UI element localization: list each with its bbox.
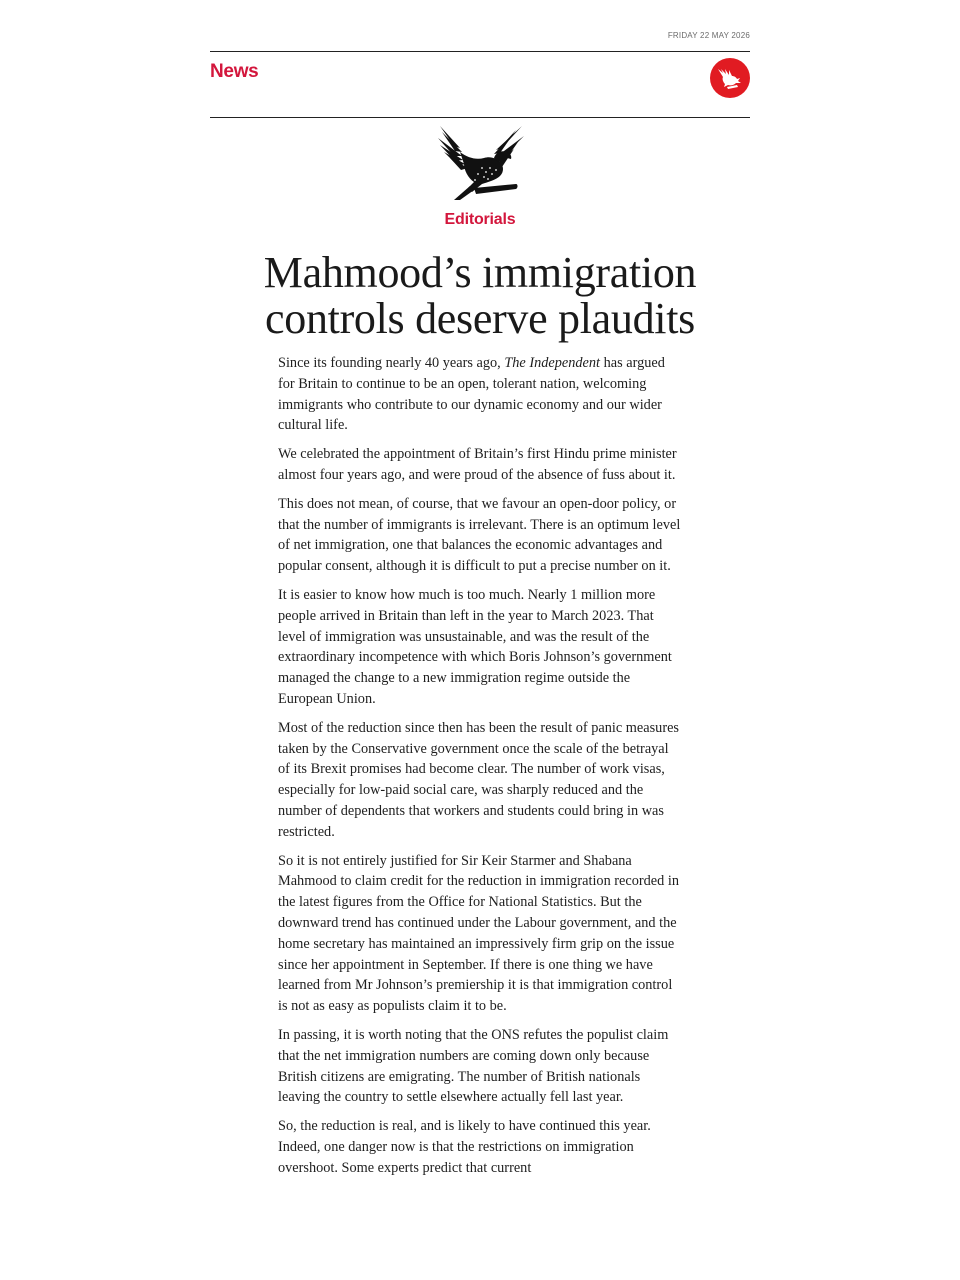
header-bottom-rule — [210, 117, 750, 118]
publication-name: The Independent — [504, 355, 601, 371]
header-top-rule — [210, 51, 750, 52]
headline-line-2: controls deserve plaudits — [265, 294, 695, 343]
paragraph-5: Most of the reduction since then has been the result of panic measures taken by the Conservative government once the scale of the betrayal of its Brexit promises had become clear. The number of work visas, especially for low-paid social care, was sharply reduced and the number of dependents that workers and students could bring in was restricted. — [278, 719, 679, 840]
section-label[interactable]: News — [210, 61, 259, 82]
eagle-logo-icon[interactable] — [710, 58, 750, 98]
headline-line-1: Mahmood’s immigration — [263, 248, 697, 297]
paragraph-4: It is easier to know how much is too much. Nearly 1 million more people arrived in Britain than left in the year to March 2023. That level of immigration was unsustainable, and was the result of the extraordinary incompetence with which Boris Johnson’s government managed the change to a new immigration regime outside the European Union. — [278, 586, 672, 707]
issue-date: FRIDAY 22 MAY 2026 — [667, 31, 750, 40]
article-body — [278, 353, 684, 1186]
paragraph-1-end: has argued for Britain to continue to be an open, tolerant nation, welcoming immigrants who contribute to our dynamic economy and our wider cultural life. — [278, 355, 665, 434]
eagle-logo-glyph — [715, 63, 745, 93]
paragraph-6: So it is not entirely justified for Sir Keir Starmer and Shabana Mahmood to claim credit for the reduction in immigration recorded in the latest figures from the Office for National Statistics. But the downward trend has continued under the Labour government, and the home secretary has maintained an impressively firm grip on the issue since her appointment in September. If there is one thing we have learned from Mr Johnson’s premiership it is that immigration control is not as easy as populists claim it to be. — [278, 852, 679, 1015]
eagle-icon — [430, 122, 530, 206]
article-headline — [200, 250, 760, 342]
paragraph-2: We celebrated the appointment of Britain’s first Hindu prime minister almost four years ago, and were proud of the absence of fuss about it. — [278, 446, 677, 483]
section-kicker[interactable]: Editorials — [444, 211, 516, 228]
paragraph-8: So, the reduction is real, and is likely to have continued this year. Indeed, one danger now is that the restrictions on immigration overshoot. Some experts predict that current — [278, 1118, 651, 1176]
paragraph-7: In passing, it is worth noting that the ONS refutes the populist claim that the net immigration numbers are coming down only because British citizens are emigrating. The number of British nationals leaving the country to settle elsewhere actually fell last year. — [278, 1026, 669, 1106]
paragraph-1 — [278, 353, 684, 436]
paragraph-3: This does not mean, of course, that we favour an open-door policy, or that the number of immigrants is irrelevant. There is an optimum level of net immigration, one that balances the economic advantages and popular consent, although it is difficult to put a precise number on it. — [278, 495, 681, 575]
paragraph-1-start: Since its founding nearly 40 years ago, — [278, 355, 505, 371]
